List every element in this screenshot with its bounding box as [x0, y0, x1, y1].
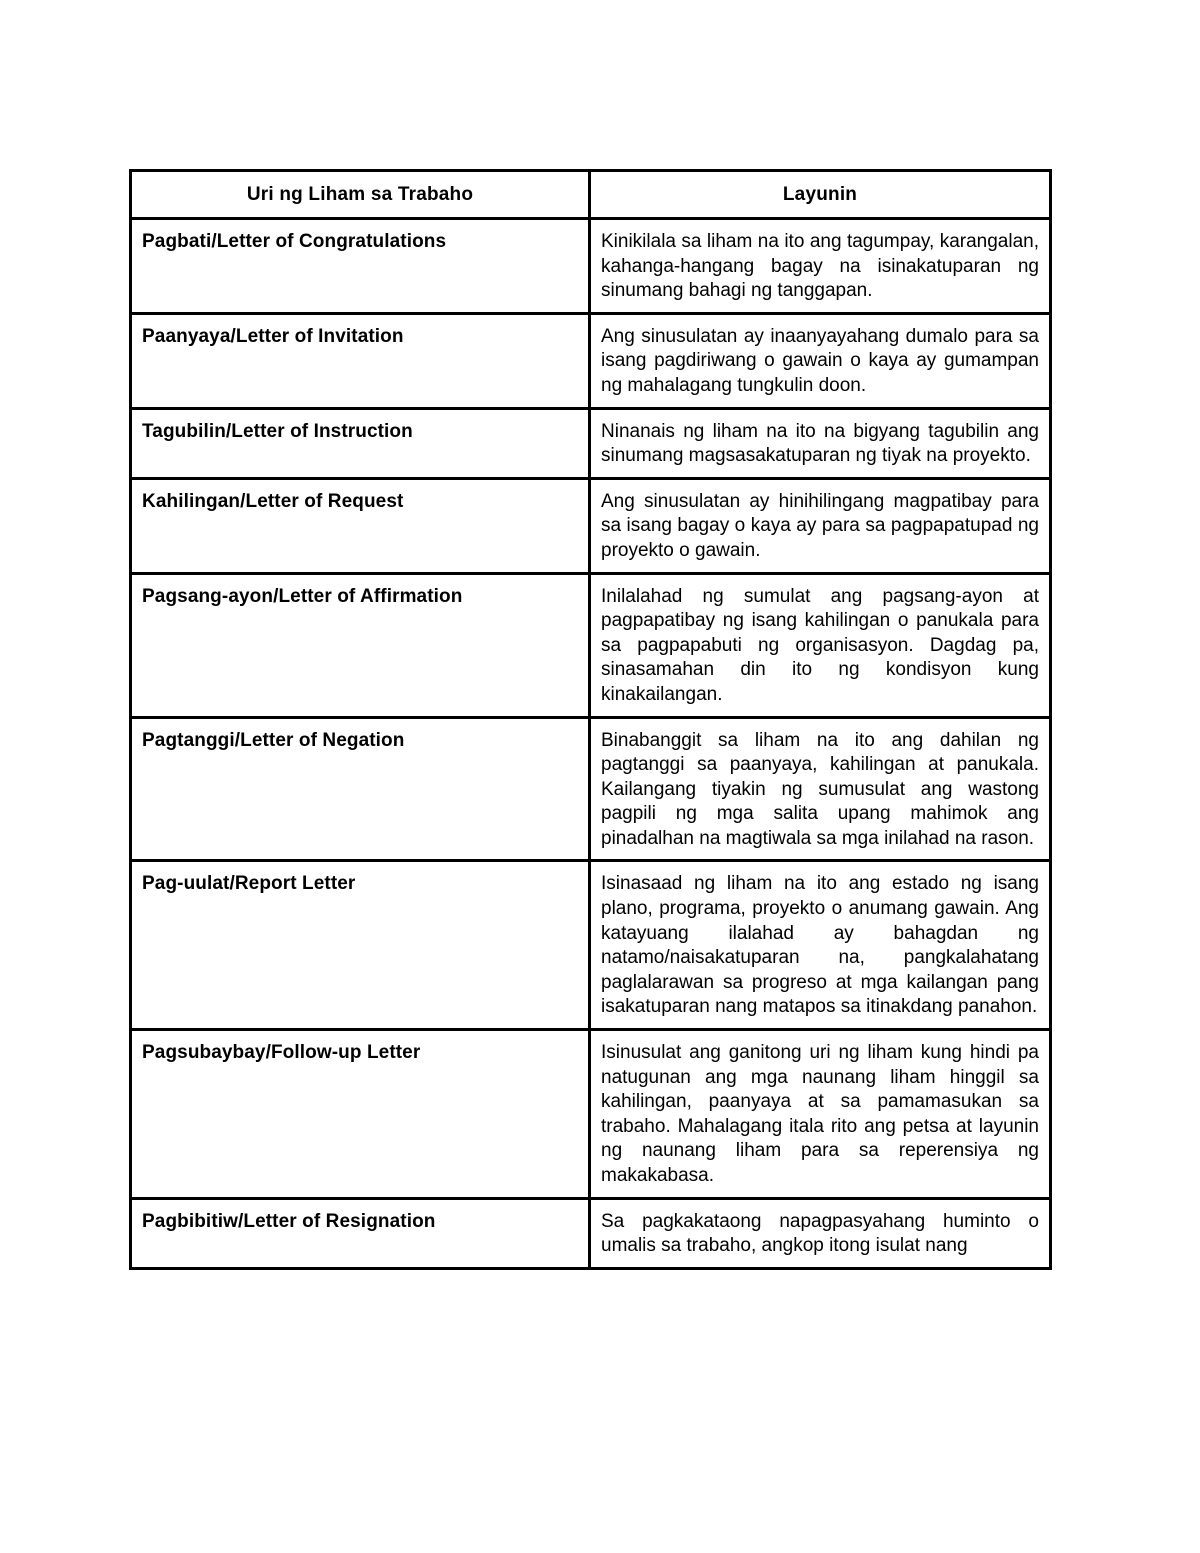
letter-type-cell: Pagsubaybay/Follow-up Letter — [131, 1030, 590, 1199]
letter-type-cell: Pagbibitiw/Letter of Resignation — [131, 1198, 590, 1268]
table-row — [131, 573, 1051, 717]
table-row — [131, 478, 1051, 573]
header-purpose: Layunin — [590, 171, 1051, 219]
letter-purpose-cell: Ang sinusulatan ay hinihilingang magpatibay para sa isang bagay o kaya ay para sa pagpapatupad ng proyekto o gawain. — [590, 478, 1051, 573]
table-header-row — [131, 171, 1051, 219]
letter-purpose-cell: Binabanggit sa liham na ito ang dahilan ng pagtanggi sa paanyaya, kahilingan at panukala. Kailangang tiyakin ng sumusulat ang wastong pagpili ng mga salita upang mahimok ang pinadalhan na magtiwala sa mga inilahad na rason. — [590, 717, 1051, 861]
letter-type-cell: Kahilingan/Letter of Request — [131, 478, 590, 573]
letter-purpose-cell: Ang sinusulatan ay inaanyayahang dumalo para sa isang pagdiriwang o gawain o kaya ay gumampan ng mahalagang tungkulin doon. — [590, 313, 1051, 408]
letter-purpose-cell: Inilalahad ng sumulat ang pagsang-ayon at pagpapatibay ng isang kahilingan o panukala para sa pagpapabuti ng organisasyon. Dagdag pa, sinasamahan din ito ng kondisyon kung kinakailangan. — [590, 573, 1051, 717]
letter-purpose-cell: Isinusulat ang ganitong uri ng liham kung hindi pa natugunan ang mga naunang liham hinggil sa kahilingan, paanyaya at sa pamamasukan sa trabaho. Mahalagang itala rito ang petsa at layunin ng naunang liham para sa reperensiya ng makakabasa. — [590, 1030, 1051, 1199]
letter-type-cell: Tagubilin/Letter of Instruction — [131, 408, 590, 478]
letter-purpose-cell: Sa pagkakataong napagpasyahang huminto o umalis sa trabaho, angkop itong isulat nang — [590, 1198, 1051, 1268]
letter-type-cell: Pag-uulat/Report Letter — [131, 861, 590, 1030]
letter-purpose-cell: Ninanais ng liham na ito na bigyang tagubilin ang sinumang magsasakatuparan ng tiyak na proyekto. — [590, 408, 1051, 478]
letter-types-table — [129, 169, 1052, 1270]
table-row — [131, 1030, 1051, 1199]
letter-purpose-cell: Isinasaad ng liham na ito ang estado ng isang plano, programa, proyekto o anumang gawain. Ang katayuang ilalahad ay bahagdan ng natamo/naisakatuparan na, pangkalahatang paglalarawan sa progreso at mga kailangan pang isakatuparan nang matapos sa itinakdang panahon. — [590, 861, 1051, 1030]
table-row — [131, 313, 1051, 408]
letter-type-cell: Pagsang-ayon/Letter of Affirmation — [131, 573, 590, 717]
letter-type-cell: Pagtanggi/Letter of Negation — [131, 717, 590, 861]
table-row — [131, 717, 1051, 861]
header-letter-type: Uri ng Liham sa Trabaho — [131, 171, 590, 219]
table-row — [131, 219, 1051, 314]
table-row — [131, 408, 1051, 478]
letter-purpose-cell: Kinikilala sa liham na ito ang tagumpay, karangalan, kahanga-hangang bagay na isinakatuparan ng sinumang bahagi ng tanggapan. — [590, 219, 1051, 314]
letter-type-cell: Pagbati/Letter of Congratulations — [131, 219, 590, 314]
table-row — [131, 1198, 1051, 1268]
letter-type-cell: Paanyaya/Letter of Invitation — [131, 313, 590, 408]
table-row — [131, 861, 1051, 1030]
